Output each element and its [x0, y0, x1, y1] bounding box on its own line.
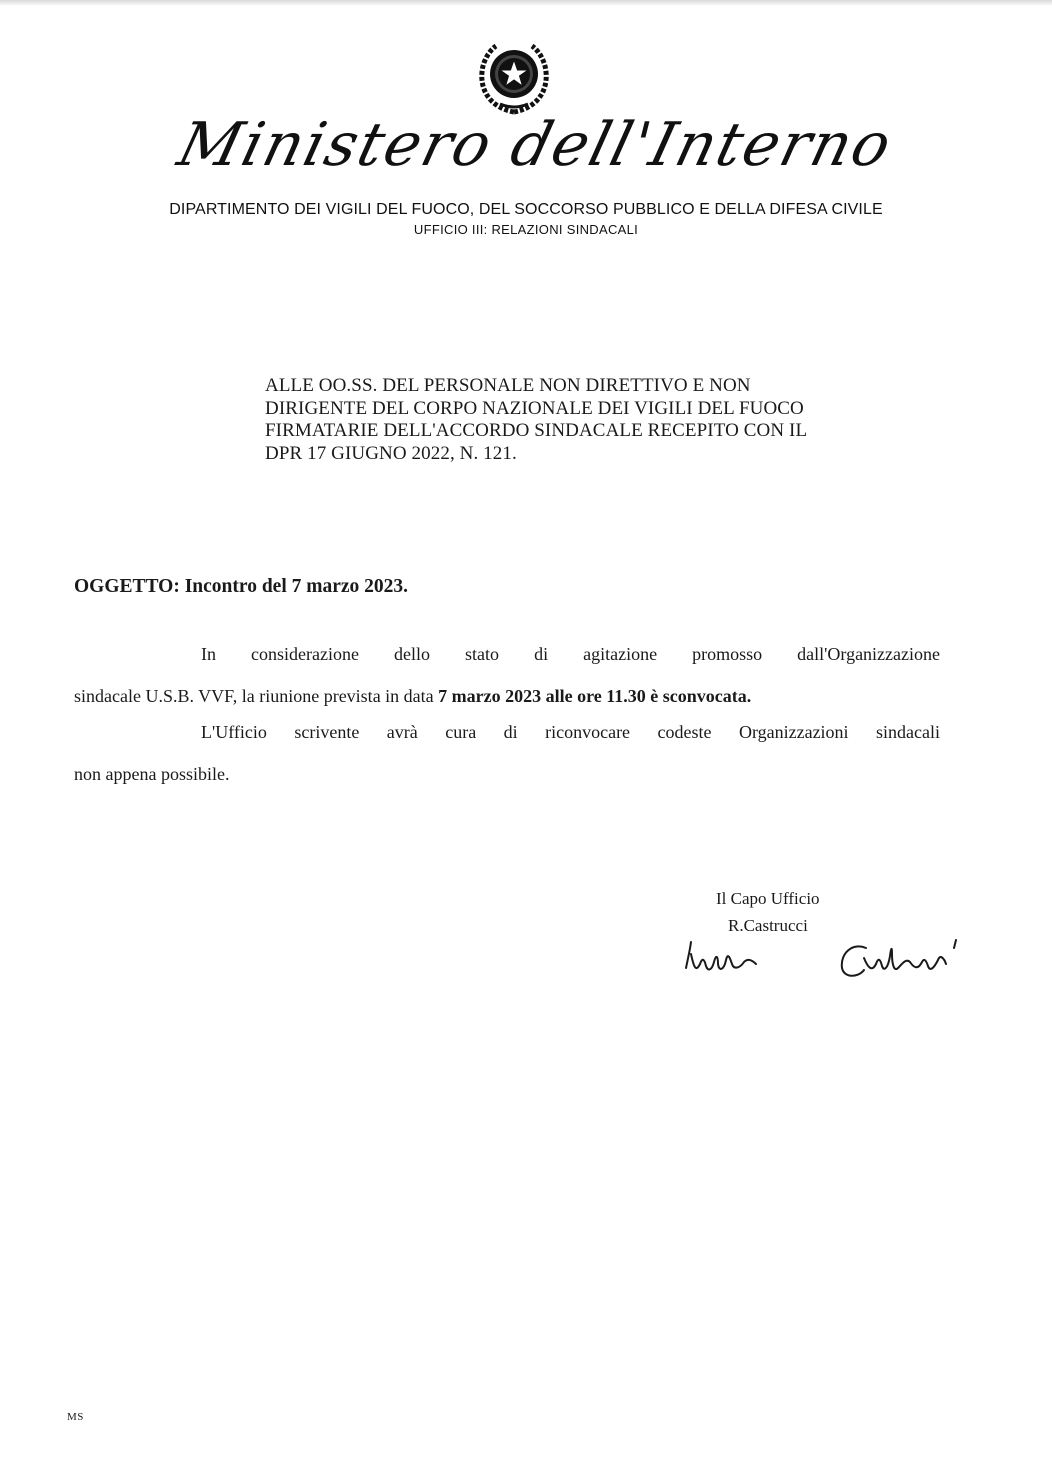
body-paragraph-1: [74, 644, 940, 706]
signer-title: Il Capo Ufficio: [716, 889, 820, 908]
recipient-line: DIRIGENTE DEL CORPO NAZIONALE DEI VIGILI DEL FUOCO: [265, 397, 804, 419]
body-line: In considerazione dello stato di agitazione promosso dall'Organizzazione: [201, 644, 940, 664]
ministry-name: Ministero dell'Interno: [171, 110, 900, 180]
handwritten-signature: [682, 928, 972, 988]
body-text-regular: sindacale U.S.B. VVF, la riunione prevista in data: [74, 686, 439, 706]
footer-initials: MS: [67, 1411, 84, 1423]
subject-label: OGGETTO:: [74, 576, 180, 597]
recipient-line: ALLE OO.SS. DEL PERSONALE NON DIRETTIVO E NON: [265, 375, 751, 396]
body-line: non appena possibile.: [74, 764, 230, 784]
body-line: [74, 686, 940, 706]
italian-republic-emblem-icon: [474, 38, 554, 116]
recipient-line: DPR 17 GIUGNO 2022, N. 121.: [265, 442, 517, 464]
subject-line: [74, 576, 408, 598]
department-line: DIPARTIMENTO DEI VIGILI DEL FUOCO, DEL SOCCORSO PUBBLICO E DELLA DIFESA CIVILE: [169, 201, 883, 218]
body-line: L'Ufficio scrivente avrà cura di riconvocare codeste Organizzazioni sindacali: [201, 722, 940, 742]
signer-name: R.Castrucci: [728, 916, 808, 935]
recipient-block: [265, 375, 965, 465]
subject-text: Incontro del 7 marzo 2023.: [179, 576, 409, 597]
ministry-title: [171, 110, 900, 190]
body-paragraph-2: [74, 722, 940, 784]
scan-edge-shadow: [0, 0, 1052, 6]
body-text-bold: 7 marzo 2023 alle ore 11.30 è sconvocata.: [438, 686, 752, 706]
office-line: UFFICIO III: RELAZIONI SINDACALI: [413, 222, 639, 237]
recipient-line: FIRMATARIE DELL'ACCORDO SINDACALE RECEPITO CON IL: [265, 420, 808, 441]
